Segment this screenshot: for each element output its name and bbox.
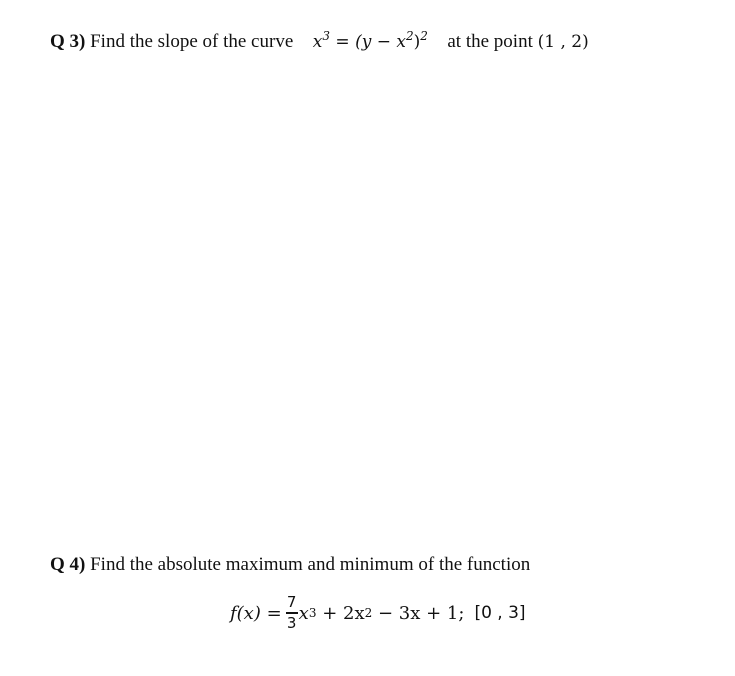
equation-rhs-inner-exponent: 2: [405, 29, 414, 43]
formula-lhs: f(x) =: [230, 602, 282, 624]
question-3: [50, 30, 589, 54]
question-4: [50, 553, 530, 577]
equation-lhs-exponent: 3: [322, 29, 330, 43]
question-3-equation: [312, 29, 428, 52]
formula-fraction: [286, 594, 298, 631]
equation-rhs-open: (y − x: [355, 32, 406, 52]
question-3-point: (1 , 2): [537, 32, 589, 52]
question-3-point-text: at the point: [447, 31, 533, 52]
question-4-text: Find the absolute maximum and minimum of the function: [90, 554, 531, 575]
equation-equals: =: [335, 32, 350, 52]
question-3-text: Find the slope of the curve: [90, 31, 294, 52]
equation-rhs-close: ): [413, 32, 421, 52]
formula-term2: + 2x: [322, 602, 365, 624]
fraction-denominator: 3: [286, 613, 297, 632]
formula-interval: [0 , 3]: [474, 603, 526, 623]
equation-lhs-base: x: [312, 32, 323, 52]
formula-term1-base: x: [298, 602, 309, 624]
equation-rhs-exponent: 2: [420, 29, 428, 43]
formula-rest: − 3x + 1;: [378, 602, 465, 624]
fraction-numerator: 7: [286, 593, 297, 612]
question-4-number: Q 4): [50, 554, 86, 575]
question-4-formula: f(x) = $\frac{7}{3}$ x 3 + 2x 2 − 3x + 1; [0 , 3]: [230, 593, 526, 632]
question-3-number: Q 3): [50, 31, 86, 52]
